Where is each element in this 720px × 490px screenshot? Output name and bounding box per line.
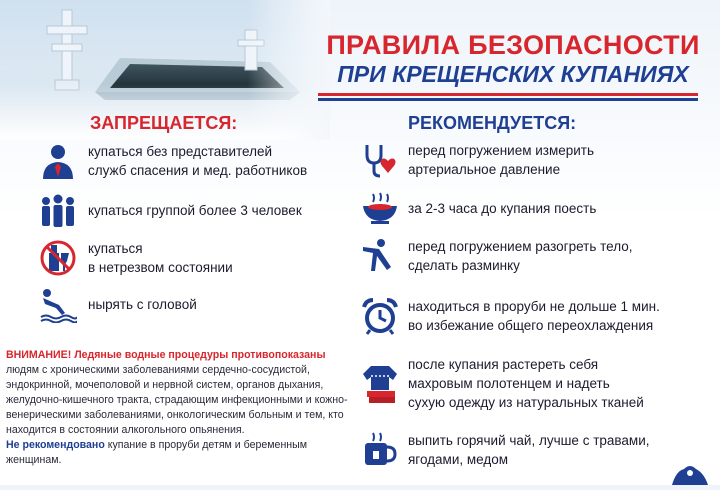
food-bowl-icon — [360, 188, 400, 228]
recommended-item-text: перед погружением разогреть тело, сделать разминку — [408, 239, 633, 273]
forbidden-item — [38, 141, 307, 181]
title-underline-blue — [318, 98, 698, 101]
recommended-item — [360, 430, 650, 470]
recommended-heading: РЕКОМЕНДУЕТСЯ: — [408, 113, 577, 133]
forbidden-item — [38, 284, 197, 324]
forbidden-item-text: купаться без представителей служб спасения и мед. работников — [88, 144, 308, 178]
title-underline-red — [318, 93, 698, 96]
recommended-item — [360, 236, 633, 276]
forbidden-item — [38, 190, 302, 230]
warning-title: ВНИМАНИЕ! Ледяные водные процедуры противопоказаны — [6, 349, 326, 361]
title-line-2: ПРИ КРЕЩЕНСКИХ КУПАНИЯХ — [337, 61, 689, 87]
stethoscope-heart-icon — [360, 140, 400, 180]
forbidden-item — [38, 238, 233, 278]
contraindications-note — [6, 348, 351, 468]
forbidden-item-text: нырять с головой — [88, 296, 197, 312]
rescuer-person-icon — [38, 141, 78, 181]
title-line-1: ПРАВИЛА БЕЗОПАСНОСТИ — [326, 30, 700, 60]
recommended-item — [360, 296, 660, 336]
recommended-item — [360, 355, 644, 412]
recommended-item-text: перед погружением измерить артериальное давление — [408, 143, 595, 177]
poster-title — [318, 30, 708, 88]
sweater-towel-icon — [360, 364, 400, 404]
no-alcohol-icon — [38, 238, 78, 278]
hot-tea-cup-icon — [360, 430, 400, 470]
diver-icon — [38, 284, 78, 324]
forbidden-heading: ЗАПРЕЩАЕТСЯ: — [90, 113, 238, 133]
recommended-item-text: выпить горячий чай, лучше с травами, ягодами, медом — [408, 433, 650, 467]
recommended-item — [360, 140, 594, 180]
not-recommended-text: купание в проруби детям и беременным женщинам. — [6, 439, 308, 466]
warning-body: людям с хроническими заболеваниями сердечно-сосудистой, эндокринной, мочеполовой и нервной систем, органов дыхания, желудочно-кишечного тракта, страдающим инфекционными и кожно-венерическими заболеваниями, онкологическим больным и тем, кто находится в состоянии алкогольного опьянения. — [6, 364, 348, 436]
emblem-icon — [664, 461, 714, 485]
group-people-icon — [38, 190, 78, 230]
not-recommended-label: Не рекомендовано — [6, 439, 105, 451]
alarm-clock-icon — [360, 296, 400, 336]
recommended-item — [360, 188, 596, 228]
recommended-item-text: находиться в проруби не дольше 1 мин. во избежание общего переохлаждения — [408, 299, 660, 333]
recommended-item-text: за 2-3 часа до купания поесть — [408, 200, 597, 216]
forbidden-item-text: купаться группой более 3 человек — [88, 202, 302, 218]
stretching-person-icon — [360, 236, 400, 276]
recommended-item-text: после купания растереть себя махровым полотенцем и надеть сухую одежду из натуральных тканей — [408, 357, 644, 410]
forbidden-item-text: купаться в нетрезвом состоянии — [88, 241, 233, 275]
